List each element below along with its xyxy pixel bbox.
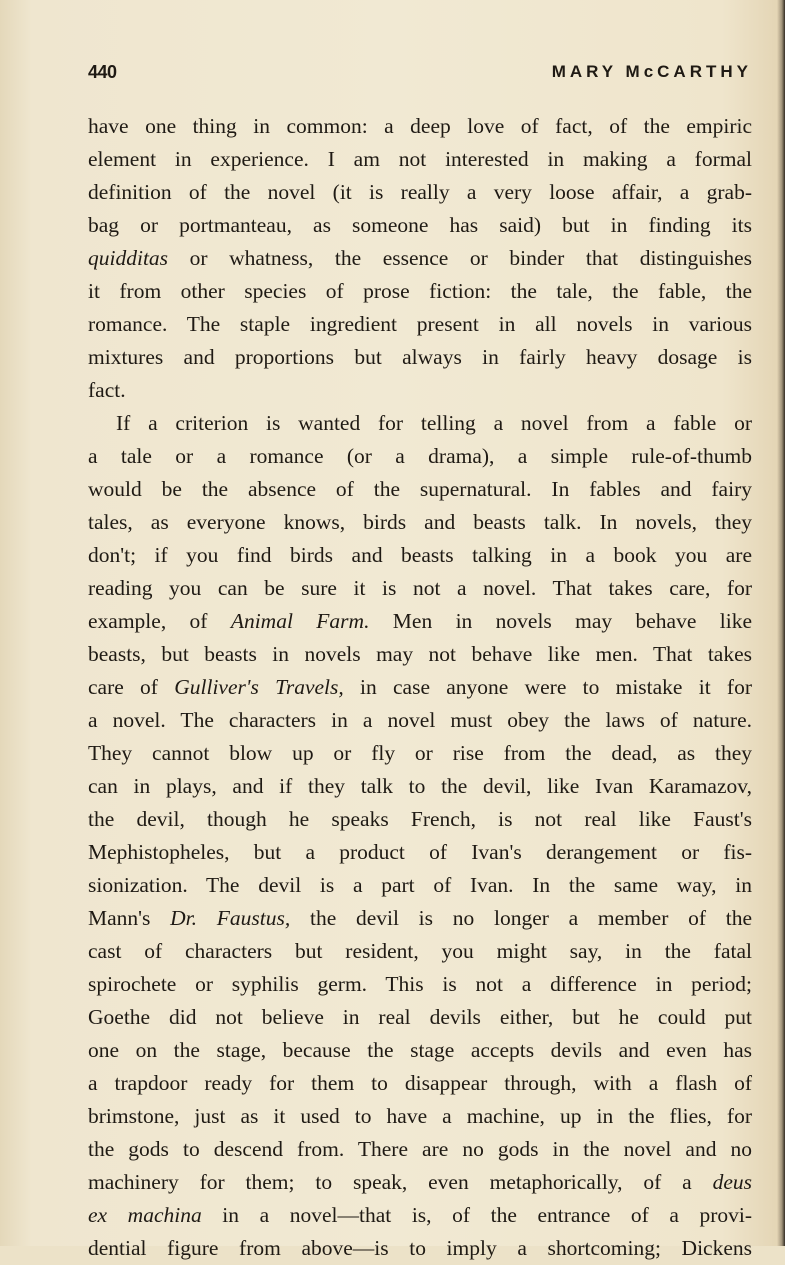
italic-title: Animal Farm. (230, 609, 370, 633)
text-segment: Goethe did not believe in real devils either, but he could put (88, 1005, 752, 1029)
text-line (88, 1199, 752, 1232)
text-line (88, 803, 752, 836)
text-line (88, 869, 752, 902)
text-segment: bag or portmanteau, as someone has said) but in finding its (88, 213, 752, 237)
text-segment: cast of characters but resident, you might say, in the fatal (88, 939, 752, 963)
text-line (88, 473, 752, 506)
italic-title: Dr. Faustus, (170, 906, 291, 930)
text-segment: a novel. The characters in a novel must obey the laws of nature. (88, 708, 752, 732)
page-number: 440 (88, 62, 117, 82)
text-line (88, 968, 752, 1001)
text-segment: If a criterion is wanted for telling a novel from a fable or (116, 411, 752, 435)
text-line (88, 836, 752, 869)
text-line (88, 308, 752, 341)
text-line (88, 242, 752, 275)
text-segment: They cannot blow up or fly or rise from the dead, as they (88, 741, 752, 765)
text-segment: mixtures and proportions but always in fairly heavy dosage is (88, 345, 752, 369)
text-line (88, 638, 752, 671)
text-segment: element in experience. I am not interested in making a formal (88, 147, 752, 171)
text-segment: Men in novels may behave like (369, 609, 752, 633)
text-line (88, 1166, 752, 1199)
text-line (88, 1133, 752, 1166)
text-segment: a trapdoor ready for them to disappear through, with a flash of (88, 1071, 752, 1095)
text-line (88, 407, 752, 440)
text-segment: the devil is no longer a member of the (290, 906, 753, 930)
text-line (88, 902, 752, 935)
text-segment: would be the absence of the supernatural. In fables and fairy (88, 477, 752, 501)
text-line (88, 770, 752, 803)
italic-title: Gulliver's Travels, (174, 675, 344, 699)
text-segment: tales, as everyone knows, birds and beasts talk. In novels, they (88, 510, 752, 534)
italic-title: ex machina (88, 1203, 202, 1227)
text-segment: spirochete or syphilis germ. This is not a difference in period; (88, 972, 752, 996)
text-segment: machinery for them; to speak, even metaphorically, of a (88, 1170, 713, 1194)
text-segment: the devil, though he speaks French, is not real like Faust's (88, 807, 752, 831)
text-segment: romance. The staple ingredient present in all novels in various (88, 312, 752, 336)
text-line (88, 1067, 752, 1100)
text-line (88, 539, 752, 572)
text-segment: or whatness, the essence or binder that distinguishes (168, 246, 752, 270)
text-line (88, 143, 752, 176)
text-segment: brimstone, just as it used to have a machine, up in the flies, for (88, 1104, 752, 1128)
text-segment: one on the stage, because the stage accepts devils and even has (88, 1038, 752, 1062)
text-line (88, 737, 752, 770)
text-line (88, 440, 752, 473)
text-line (88, 275, 752, 308)
italic-title: deus (712, 1170, 752, 1194)
text-line (88, 209, 752, 242)
text-line (88, 1001, 752, 1034)
page-edge-shadow (777, 0, 785, 1246)
page-header (88, 58, 752, 88)
running-head: MARY McCARTHY (551, 62, 752, 81)
text-line (88, 1232, 752, 1265)
text-line (88, 935, 752, 968)
text-line (88, 506, 752, 539)
text-line (88, 341, 752, 374)
text-segment: definition of the novel (it is really a very loose affair, a grab- (88, 180, 752, 204)
text-line (88, 704, 752, 737)
text-segment: in a novel—that is, of the entrance of a provi- (201, 1203, 752, 1227)
text-segment: fact. (88, 378, 126, 402)
text-segment: sionization. The devil is a part of Ivan. In the same way, in (88, 873, 752, 897)
text-segment: a tale or a romance (or a drama), a simple rule-of-thumb (88, 444, 752, 468)
text-line (88, 671, 752, 704)
text-line (88, 110, 752, 143)
text-segment: care of (88, 675, 175, 699)
text-segment: it from other species of prose fiction: the tale, the fable, the (88, 279, 752, 303)
text-line (88, 374, 752, 407)
text-segment: example, of (88, 609, 231, 633)
italic-title: quidditas (88, 246, 169, 270)
text-segment: the gods to descend from. There are no gods in the novel and no (88, 1137, 752, 1161)
text-segment: dential figure from above—is to imply a shortcoming; Dickens (88, 1236, 752, 1260)
text-line (88, 176, 752, 209)
text-line (88, 1034, 752, 1067)
text-line (88, 605, 752, 638)
text-segment: beasts, but beasts in novels may not behave like men. That takes (88, 642, 752, 666)
text-line (88, 572, 752, 605)
body-text (88, 110, 752, 1265)
text-segment: can in plays, and if they talk to the devil, like Ivan Karamazov, (88, 774, 752, 798)
text-segment: in case anyone were to mistake it for (343, 675, 752, 699)
text-segment: reading you can be sure it is not a novel. That takes care, for (88, 576, 752, 600)
text-segment: Mephistopheles, but a product of Ivan's derangement or fis- (88, 840, 752, 864)
text-line (88, 1100, 752, 1133)
text-segment: don't; if you find birds and beasts talking in a book you are (88, 543, 752, 567)
text-segment: have one thing in common: a deep love of fact, of the empiric (88, 114, 752, 138)
text-segment: Mann's (88, 906, 171, 930)
